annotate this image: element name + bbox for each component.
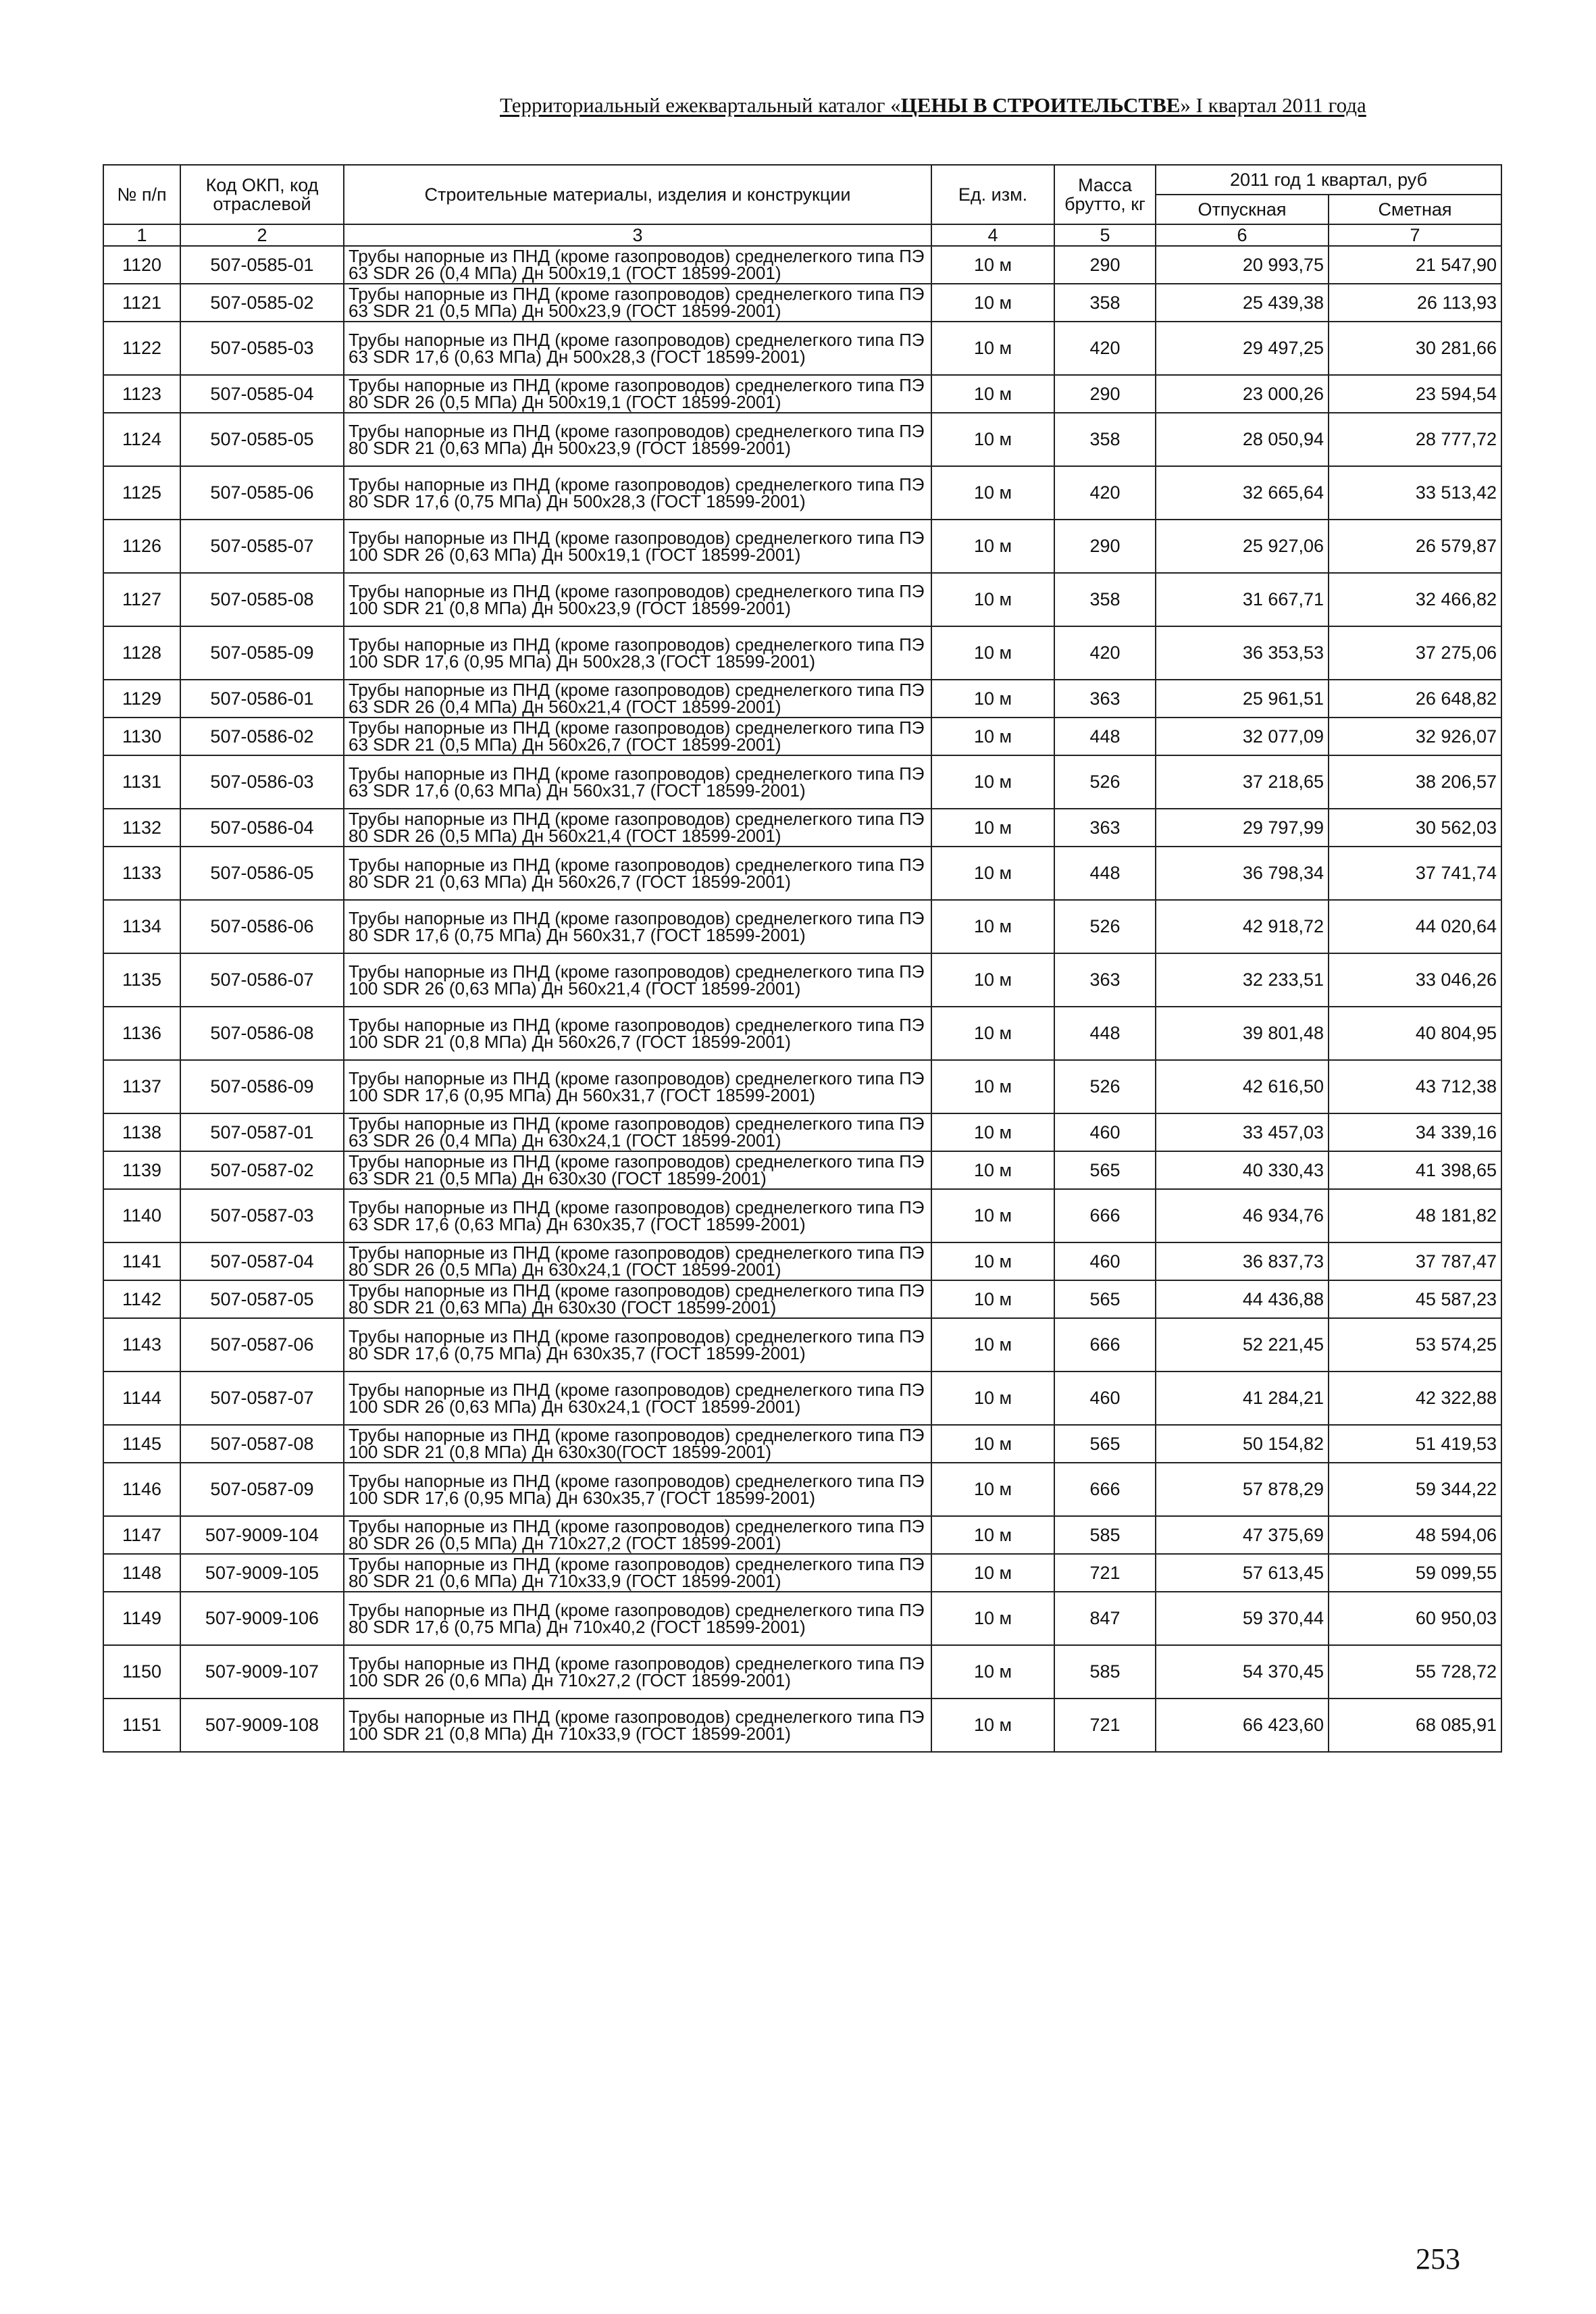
- price-sale-cell: 25 439,38: [1156, 284, 1329, 322]
- row-number-cell: 1144: [103, 1372, 180, 1425]
- unit-cell: 10 м: [931, 284, 1054, 322]
- table-row: [103, 375, 1501, 413]
- unit-cell: 10 м: [931, 1280, 1054, 1318]
- table-row: [103, 809, 1501, 847]
- okp-code-cell: 507-0585-05: [180, 413, 344, 466]
- material-name-cell: Трубы напорные из ПНД (кроме газопроводов) среднелегкого типа ПЭ 80 SDR 17,6 (0,75 МПа) Дн 630х35,7 (ГОСТ 18599-2001): [344, 1318, 931, 1372]
- table-row: [103, 1242, 1501, 1280]
- price-sale-cell: 42 918,72: [1156, 900, 1329, 953]
- price-sale-cell: 50 154,82: [1156, 1425, 1329, 1463]
- column-number: 2: [180, 224, 344, 246]
- price-estimate-cell: 37 787,47: [1329, 1242, 1501, 1280]
- unit-cell: 10 м: [931, 322, 1054, 375]
- gross-mass-cell: 565: [1054, 1151, 1156, 1189]
- price-sale-cell: 41 284,21: [1156, 1372, 1329, 1425]
- material-name-cell: Трубы напорные из ПНД (кроме газопроводов) среднелегкого типа ПЭ 80 SDR 17,6 (0,75 МПа) Дн 560х31,7 (ГОСТ 18599-2001): [344, 900, 931, 953]
- unit-cell: 10 м: [931, 953, 1054, 1007]
- material-name-cell: Трубы напорные из ПНД (кроме газопроводов) среднелегкого типа ПЭ 80 SDR 17,6 (0,75 МПа) Дн 500х28,3 (ГОСТ 18599-2001): [344, 466, 931, 520]
- table-body: [103, 246, 1501, 1752]
- column-number: 5: [1054, 224, 1156, 246]
- unit-cell: 10 м: [931, 1060, 1054, 1113]
- table-row: [103, 1463, 1501, 1516]
- material-name-cell: Трубы напорные из ПНД (кроме газопроводов) среднелегкого типа ПЭ 100 SDR 21 (0,8 МПа) Дн 560х26,7 (ГОСТ 18599-2001): [344, 1007, 931, 1060]
- material-name-cell: Трубы напорные из ПНД (кроме газопроводов) среднелегкого типа ПЭ 100 SDR 26 (0,63 МПа) Дн 630х24,1 (ГОСТ 18599-2001): [344, 1372, 931, 1425]
- okp-code-cell: 507-0585-08: [180, 573, 344, 626]
- material-name-cell: Трубы напорные из ПНД (кроме газопроводов) среднелегкого типа ПЭ 80 SDR 21 (0,63 МПа) Дн 500х23,9 (ГОСТ 18599-2001): [344, 413, 931, 466]
- unit-cell: 10 м: [931, 847, 1054, 900]
- okp-code-cell: 507-0586-03: [180, 755, 344, 809]
- okp-code-cell: 507-0587-05: [180, 1280, 344, 1318]
- table-row: [103, 1592, 1501, 1645]
- table-row: [103, 1318, 1501, 1372]
- gross-mass-cell: 420: [1054, 626, 1156, 680]
- price-sale-cell: 42 616,50: [1156, 1060, 1329, 1113]
- price-estimate-cell: 60 950,03: [1329, 1592, 1501, 1645]
- row-number-cell: 1151: [103, 1699, 180, 1752]
- okp-code-cell: 507-0585-06: [180, 466, 344, 520]
- row-number-cell: 1125: [103, 466, 180, 520]
- material-name-cell: Трубы напорные из ПНД (кроме газопроводов) среднелегкого типа ПЭ 63 SDR 17,6 (0,63 МПа) Дн 630х35,7 (ГОСТ 18599-2001): [344, 1189, 931, 1242]
- okp-code-cell: 507-0587-02: [180, 1151, 344, 1189]
- material-name-cell: Трубы напорные из ПНД (кроме газопроводов) среднелегкого типа ПЭ 80 SDR 21 (0,63 МПа) Дн 560х26,7 (ГОСТ 18599-2001): [344, 847, 931, 900]
- row-number-cell: 1137: [103, 1060, 180, 1113]
- okp-code-cell: 507-0585-01: [180, 246, 344, 284]
- unit-cell: 10 м: [931, 1699, 1054, 1752]
- okp-code-cell: 507-0586-06: [180, 900, 344, 953]
- price-sale-cell: 29 497,25: [1156, 322, 1329, 375]
- gross-mass-cell: 460: [1054, 1242, 1156, 1280]
- material-name-cell: Трубы напорные из ПНД (кроме газопроводов) среднелегкого типа ПЭ 100 SDR 17,6 (0,95 МПа) Дн 630х35,7 (ГОСТ 18599-2001): [344, 1463, 931, 1516]
- row-number-cell: 1127: [103, 573, 180, 626]
- row-number-cell: 1149: [103, 1592, 180, 1645]
- price-estimate-cell: 33 513,42: [1329, 466, 1501, 520]
- price-sale-cell: 40 330,43: [1156, 1151, 1329, 1189]
- row-number-cell: 1129: [103, 680, 180, 718]
- unit-cell: 10 м: [931, 1242, 1054, 1280]
- price-sale-cell: 20 993,75: [1156, 246, 1329, 284]
- table-row: [103, 1060, 1501, 1113]
- header-brand: ЦЕНЫ В СТРОИТЕЛЬСТВЕ: [900, 93, 1181, 117]
- table-row: [103, 680, 1501, 718]
- unit-cell: 10 м: [931, 1372, 1054, 1425]
- table-row: [103, 1516, 1501, 1554]
- table-row: [103, 900, 1501, 953]
- gross-mass-cell: 526: [1054, 755, 1156, 809]
- column-number: 1: [103, 224, 180, 246]
- gross-mass-cell: 526: [1054, 1060, 1156, 1113]
- row-number-cell: 1126: [103, 520, 180, 573]
- material-name-cell: Трубы напорные из ПНД (кроме газопроводов) среднелегкого типа ПЭ 63 SDR 21 (0,5 МПа) Дн 630х30 (ГОСТ 18599-2001): [344, 1151, 931, 1189]
- price-estimate-cell: 23 594,54: [1329, 375, 1501, 413]
- row-number-cell: 1132: [103, 809, 180, 847]
- material-name-cell: Трубы напорные из ПНД (кроме газопроводов) среднелегкого типа ПЭ 63 SDR 21 (0,5 МПа) Дн 560х26,7 (ГОСТ 18599-2001): [344, 718, 931, 755]
- price-sale-cell: 25 961,51: [1156, 680, 1329, 718]
- material-name-cell: Трубы напорные из ПНД (кроме газопроводов) среднелегкого типа ПЭ 80 SDR 26 (0,5 МПа) Дн 710х27,2 (ГОСТ 18599-2001): [344, 1516, 931, 1554]
- price-estimate-cell: 32 466,82: [1329, 573, 1501, 626]
- price-estimate-cell: 59 099,55: [1329, 1554, 1501, 1592]
- price-estimate-cell: 53 574,25: [1329, 1318, 1501, 1372]
- column-number: 7: [1329, 224, 1501, 246]
- unit-cell: 10 м: [931, 466, 1054, 520]
- gross-mass-cell: 290: [1054, 246, 1156, 284]
- okp-code-cell: 507-0586-08: [180, 1007, 344, 1060]
- price-sale-cell: 36 353,53: [1156, 626, 1329, 680]
- price-sale-cell: 39 801,48: [1156, 1007, 1329, 1060]
- column-number: 6: [1156, 224, 1329, 246]
- okp-code-cell: 507-9009-108: [180, 1699, 344, 1752]
- material-name-cell: Трубы напорные из ПНД (кроме газопроводов) среднелегкого типа ПЭ 100 SDR 21 (0,8 МПа) Дн 630х30(ГОСТ 18599-2001): [344, 1425, 931, 1463]
- price-estimate-cell: 37 741,74: [1329, 847, 1501, 900]
- material-name-cell: Трубы напорные из ПНД (кроме газопроводов) среднелегкого типа ПЭ 100 SDR 21 (0,8 МПа) Дн 500х23,9 (ГОСТ 18599-2001): [344, 573, 931, 626]
- material-name-cell: Трубы напорные из ПНД (кроме газопроводов) среднелегкого типа ПЭ 63 SDR 17,6 (0,63 МПа) Дн 500х28,3 (ГОСТ 18599-2001): [344, 322, 931, 375]
- price-estimate-cell: 37 275,06: [1329, 626, 1501, 680]
- table-row: [103, 953, 1501, 1007]
- price-sale-cell: 54 370,45: [1156, 1645, 1329, 1699]
- material-name-cell: Трубы напорные из ПНД (кроме газопроводов) среднелегкого типа ПЭ 80 SDR 21 (0,6 МПа) Дн 710х33,9 (ГОСТ 18599-2001): [344, 1554, 931, 1592]
- price-sale-cell: 25 927,06: [1156, 520, 1329, 573]
- unit-cell: 10 м: [931, 1151, 1054, 1189]
- okp-code-cell: 507-0585-07: [180, 520, 344, 573]
- price-sale-cell: 52 221,45: [1156, 1318, 1329, 1372]
- column-header-price-est: Сметная: [1329, 195, 1501, 224]
- price-estimate-cell: 51 419,53: [1329, 1425, 1501, 1463]
- row-number-cell: 1130: [103, 718, 180, 755]
- okp-code-cell: 507-9009-107: [180, 1645, 344, 1699]
- okp-code-cell: 507-0587-01: [180, 1113, 344, 1151]
- column-number: 3: [344, 224, 931, 246]
- table-row: [103, 1113, 1501, 1151]
- row-number-cell: 1147: [103, 1516, 180, 1554]
- price-estimate-cell: 38 206,57: [1329, 755, 1501, 809]
- gross-mass-cell: 448: [1054, 718, 1156, 755]
- unit-cell: 10 м: [931, 1592, 1054, 1645]
- table-row: [103, 1372, 1501, 1425]
- column-header-mass: Масса брутто, кг: [1054, 165, 1156, 224]
- okp-code-cell: 507-0585-03: [180, 322, 344, 375]
- material-name-cell: Трубы напорные из ПНД (кроме газопроводов) среднелегкого типа ПЭ 80 SDR 17,6 (0,75 МПа) Дн 710х40,2 (ГОСТ 18599-2001): [344, 1592, 931, 1645]
- table-row: [103, 718, 1501, 755]
- okp-code-cell: 507-0587-09: [180, 1463, 344, 1516]
- okp-code-cell: 507-0586-05: [180, 847, 344, 900]
- price-estimate-cell: 44 020,64: [1329, 900, 1501, 953]
- table-row: [103, 1554, 1501, 1592]
- price-sale-cell: 44 436,88: [1156, 1280, 1329, 1318]
- price-estimate-cell: 48 181,82: [1329, 1189, 1501, 1242]
- price-sale-cell: 32 077,09: [1156, 718, 1329, 755]
- table-row: [103, 847, 1501, 900]
- unit-cell: 10 м: [931, 1463, 1054, 1516]
- unit-cell: 10 м: [931, 1554, 1054, 1592]
- table-row: [103, 284, 1501, 322]
- material-name-cell: Трубы напорные из ПНД (кроме газопроводов) среднелегкого типа ПЭ 80 SDR 26 (0,5 МПа) Дн 500х19,1 (ГОСТ 18599-2001): [344, 375, 931, 413]
- okp-code-cell: 507-0586-01: [180, 680, 344, 718]
- unit-cell: 10 м: [931, 520, 1054, 573]
- price-estimate-cell: 40 804,95: [1329, 1007, 1501, 1060]
- material-name-cell: Трубы напорные из ПНД (кроме газопроводов) среднелегкого типа ПЭ 100 SDR 17,6 (0,95 МПа) Дн 500х28,3 (ГОСТ 18599-2001): [344, 626, 931, 680]
- price-sale-cell: 29 797,99: [1156, 809, 1329, 847]
- unit-cell: 10 м: [931, 1645, 1054, 1699]
- price-estimate-cell: 30 562,03: [1329, 809, 1501, 847]
- row-number-cell: 1140: [103, 1189, 180, 1242]
- gross-mass-cell: 290: [1054, 375, 1156, 413]
- table-row: [103, 1151, 1501, 1189]
- gross-mass-cell: 358: [1054, 413, 1156, 466]
- row-number-cell: 1121: [103, 284, 180, 322]
- row-number-cell: 1150: [103, 1645, 180, 1699]
- row-number-cell: 1142: [103, 1280, 180, 1318]
- okp-code-cell: 507-9009-106: [180, 1592, 344, 1645]
- okp-code-cell: 507-0587-06: [180, 1318, 344, 1372]
- gross-mass-cell: 460: [1054, 1372, 1156, 1425]
- price-estimate-cell: 26 579,87: [1329, 520, 1501, 573]
- price-estimate-cell: 45 587,23: [1329, 1280, 1501, 1318]
- table-row: [103, 413, 1501, 466]
- table-row: [103, 1645, 1501, 1699]
- price-estimate-cell: 30 281,66: [1329, 322, 1501, 375]
- row-number-cell: 1135: [103, 953, 180, 1007]
- gross-mass-cell: 666: [1054, 1318, 1156, 1372]
- gross-mass-cell: 666: [1054, 1189, 1156, 1242]
- gross-mass-cell: 460: [1054, 1113, 1156, 1151]
- okp-code-cell: 507-0585-09: [180, 626, 344, 680]
- price-sale-cell: 36 837,73: [1156, 1242, 1329, 1280]
- table-row: [103, 1425, 1501, 1463]
- price-sale-cell: 31 667,71: [1156, 573, 1329, 626]
- unit-cell: 10 м: [931, 680, 1054, 718]
- material-name-cell: Трубы напорные из ПНД (кроме газопроводов) среднелегкого типа ПЭ 63 SDR 17,6 (0,63 МПа) Дн 560х31,7 (ГОСТ 18599-2001): [344, 755, 931, 809]
- price-sale-cell: 57 613,45: [1156, 1554, 1329, 1592]
- price-estimate-cell: 33 046,26: [1329, 953, 1501, 1007]
- okp-code-cell: 507-0587-03: [180, 1189, 344, 1242]
- unit-cell: 10 м: [931, 413, 1054, 466]
- price-estimate-cell: 59 344,22: [1329, 1463, 1501, 1516]
- material-name-cell: Трубы напорные из ПНД (кроме газопроводов) среднелегкого типа ПЭ 100 SDR 21 (0,8 МПа) Дн 710х33,9 (ГОСТ 18599-2001): [344, 1699, 931, 1752]
- unit-cell: 10 м: [931, 573, 1054, 626]
- gross-mass-cell: 420: [1054, 322, 1156, 375]
- unit-cell: 10 м: [931, 718, 1054, 755]
- material-name-cell: Трубы напорные из ПНД (кроме газопроводов) среднелегкого типа ПЭ 100 SDR 26 (0,6 МПа) Дн 710х27,2 (ГОСТ 18599-2001): [344, 1645, 931, 1699]
- price-estimate-cell: 32 926,07: [1329, 718, 1501, 755]
- gross-mass-cell: 363: [1054, 680, 1156, 718]
- table-row: [103, 626, 1501, 680]
- column-header-num: № п/п: [103, 165, 180, 224]
- price-table: [103, 164, 1502, 1753]
- okp-code-cell: 507-0587-08: [180, 1425, 344, 1463]
- okp-code-cell: 507-0585-04: [180, 375, 344, 413]
- gross-mass-cell: 358: [1054, 573, 1156, 626]
- price-sale-cell: 59 370,44: [1156, 1592, 1329, 1645]
- table-row: [103, 1280, 1501, 1318]
- gross-mass-cell: 565: [1054, 1425, 1156, 1463]
- row-number-cell: 1124: [103, 413, 180, 466]
- table-row: [103, 322, 1501, 375]
- table-row: [103, 573, 1501, 626]
- price-sale-cell: 46 934,76: [1156, 1189, 1329, 1242]
- gross-mass-cell: 448: [1054, 847, 1156, 900]
- unit-cell: 10 м: [931, 375, 1054, 413]
- column-header-price-group: 2011 год 1 квартал, руб: [1156, 165, 1501, 195]
- gross-mass-cell: 363: [1054, 809, 1156, 847]
- gross-mass-cell: 847: [1054, 1592, 1156, 1645]
- row-number-cell: 1141: [103, 1242, 180, 1280]
- column-number: 4: [931, 224, 1054, 246]
- gross-mass-cell: 420: [1054, 466, 1156, 520]
- row-number-cell: 1145: [103, 1425, 180, 1463]
- price-sale-cell: 23 000,26: [1156, 375, 1329, 413]
- row-number-cell: 1134: [103, 900, 180, 953]
- material-name-cell: Трубы напорные из ПНД (кроме газопроводов) среднелегкого типа ПЭ 63 SDR 26 (0,4 МПа) Дн 500х19,1 (ГОСТ 18599-2001): [344, 246, 931, 284]
- price-sale-cell: 28 050,94: [1156, 413, 1329, 466]
- page-number: 253: [1416, 2242, 1460, 2275]
- price-sale-cell: 37 218,65: [1156, 755, 1329, 809]
- row-number-cell: 1133: [103, 847, 180, 900]
- table-row: [103, 1007, 1501, 1060]
- table-row: [103, 246, 1501, 284]
- row-number-cell: 1146: [103, 1463, 180, 1516]
- unit-cell: 10 м: [931, 1007, 1054, 1060]
- material-name-cell: Трубы напорные из ПНД (кроме газопроводов) среднелегкого типа ПЭ 100 SDR 26 (0,63 МПа) Дн 560х21,4 (ГОСТ 18599-2001): [344, 953, 931, 1007]
- okp-code-cell: 507-9009-105: [180, 1554, 344, 1592]
- price-sale-cell: 47 375,69: [1156, 1516, 1329, 1554]
- unit-cell: 10 м: [931, 246, 1054, 284]
- material-name-cell: Трубы напорные из ПНД (кроме газопроводов) среднелегкого типа ПЭ 63 SDR 26 (0,4 МПа) Дн 560х21,4 (ГОСТ 18599-2001): [344, 680, 931, 718]
- row-number-cell: 1148: [103, 1554, 180, 1592]
- material-name-cell: Трубы напорные из ПНД (кроме газопроводов) среднелегкого типа ПЭ 63 SDR 26 (0,4 МПа) Дн 630х24,1 (ГОСТ 18599-2001): [344, 1113, 931, 1151]
- page-header: [500, 93, 1493, 118]
- gross-mass-cell: 565: [1054, 1280, 1156, 1318]
- gross-mass-cell: 585: [1054, 1645, 1156, 1699]
- unit-cell: 10 м: [931, 626, 1054, 680]
- column-header-price-sale: Отпускная: [1156, 195, 1329, 224]
- unit-cell: 10 м: [931, 755, 1054, 809]
- gross-mass-cell: 290: [1054, 520, 1156, 573]
- price-estimate-cell: 26 113,93: [1329, 284, 1501, 322]
- gross-mass-cell: 721: [1054, 1699, 1156, 1752]
- table-row: [103, 520, 1501, 573]
- header-prefix: Территориальный ежеквартальный каталог «: [500, 93, 901, 117]
- price-estimate-cell: 21 547,90: [1329, 246, 1501, 284]
- price-estimate-cell: 42 322,88: [1329, 1372, 1501, 1425]
- unit-cell: 10 м: [931, 809, 1054, 847]
- price-sale-cell: 66 423,60: [1156, 1699, 1329, 1752]
- okp-code-cell: 507-9009-104: [180, 1516, 344, 1554]
- unit-cell: 10 м: [931, 1516, 1054, 1554]
- material-name-cell: Трубы напорные из ПНД (кроме газопроводов) среднелегкого типа ПЭ 100 SDR 26 (0,63 МПа) Дн 500х19,1 (ГОСТ 18599-2001): [344, 520, 931, 573]
- unit-cell: 10 м: [931, 1189, 1054, 1242]
- price-estimate-cell: 34 339,16: [1329, 1113, 1501, 1151]
- gross-mass-cell: 448: [1054, 1007, 1156, 1060]
- okp-code-cell: 507-0586-02: [180, 718, 344, 755]
- table-row: [103, 755, 1501, 809]
- okp-code-cell: 507-0587-07: [180, 1372, 344, 1425]
- price-sale-cell: 57 878,29: [1156, 1463, 1329, 1516]
- material-name-cell: Трубы напорные из ПНД (кроме газопроводов) среднелегкого типа ПЭ 80 SDR 21 (0,63 МПа) Дн 630х30 (ГОСТ 18599-2001): [344, 1280, 931, 1318]
- price-estimate-cell: 43 712,38: [1329, 1060, 1501, 1113]
- material-name-cell: Трубы напорные из ПНД (кроме газопроводов) среднелегкого типа ПЭ 63 SDR 21 (0,5 МПа) Дн 500х23,9 (ГОСТ 18599-2001): [344, 284, 931, 322]
- row-number-cell: 1138: [103, 1113, 180, 1151]
- table-row: [103, 1189, 1501, 1242]
- okp-code-cell: 507-0587-04: [180, 1242, 344, 1280]
- price-estimate-cell: 28 777,72: [1329, 413, 1501, 466]
- okp-code-cell: 507-0586-07: [180, 953, 344, 1007]
- price-estimate-cell: 68 085,91: [1329, 1699, 1501, 1752]
- gross-mass-cell: 526: [1054, 900, 1156, 953]
- okp-code-cell: 507-0586-04: [180, 809, 344, 847]
- row-number-cell: 1120: [103, 246, 180, 284]
- price-estimate-cell: 41 398,65: [1329, 1151, 1501, 1189]
- unit-cell: 10 м: [931, 1113, 1054, 1151]
- unit-cell: 10 м: [931, 1425, 1054, 1463]
- header-suffix: » I квартал 2011 года: [1180, 93, 1366, 117]
- column-header-name: Строительные материалы, изделия и конструкции: [344, 165, 931, 224]
- price-estimate-cell: 55 728,72: [1329, 1645, 1501, 1699]
- gross-mass-cell: 721: [1054, 1554, 1156, 1592]
- price-estimate-cell: 48 594,06: [1329, 1516, 1501, 1554]
- gross-mass-cell: 666: [1054, 1463, 1156, 1516]
- row-number-cell: 1123: [103, 375, 180, 413]
- row-number-cell: 1143: [103, 1318, 180, 1372]
- row-number-cell: 1122: [103, 322, 180, 375]
- gross-mass-cell: 358: [1054, 284, 1156, 322]
- table-header: [103, 165, 1501, 246]
- gross-mass-cell: 363: [1054, 953, 1156, 1007]
- table-row: [103, 1699, 1501, 1752]
- price-sale-cell: 32 233,51: [1156, 953, 1329, 1007]
- gross-mass-cell: 585: [1054, 1516, 1156, 1554]
- price-sale-cell: 33 457,03: [1156, 1113, 1329, 1151]
- price-sale-cell: 36 798,34: [1156, 847, 1329, 900]
- unit-cell: 10 м: [931, 900, 1054, 953]
- row-number-cell: 1128: [103, 626, 180, 680]
- row-number-cell: 1131: [103, 755, 180, 809]
- price-sale-cell: 32 665,64: [1156, 466, 1329, 520]
- okp-code-cell: 507-0586-09: [180, 1060, 344, 1113]
- material-name-cell: Трубы напорные из ПНД (кроме газопроводов) среднелегкого типа ПЭ 80 SDR 26 (0,5 МПа) Дн 560х21,4 (ГОСТ 18599-2001): [344, 809, 931, 847]
- row-number-cell: 1139: [103, 1151, 180, 1189]
- material-name-cell: Трубы напорные из ПНД (кроме газопроводов) среднелегкого типа ПЭ 100 SDR 17,6 (0,95 МПа) Дн 560х31,7 (ГОСТ 18599-2001): [344, 1060, 931, 1113]
- column-header-code: Код ОКП, код отраслевой: [180, 165, 344, 224]
- unit-cell: 10 м: [931, 1318, 1054, 1372]
- material-name-cell: Трубы напорные из ПНД (кроме газопроводов) среднелегкого типа ПЭ 80 SDR 26 (0,5 МПа) Дн 630х24,1 (ГОСТ 18599-2001): [344, 1242, 931, 1280]
- row-number-cell: 1136: [103, 1007, 180, 1060]
- column-header-unit: Ед. изм.: [931, 165, 1054, 224]
- column-numbers-row: [103, 224, 1501, 246]
- price-estimate-cell: 26 648,82: [1329, 680, 1501, 718]
- table-row: [103, 466, 1501, 520]
- okp-code-cell: 507-0585-02: [180, 284, 344, 322]
